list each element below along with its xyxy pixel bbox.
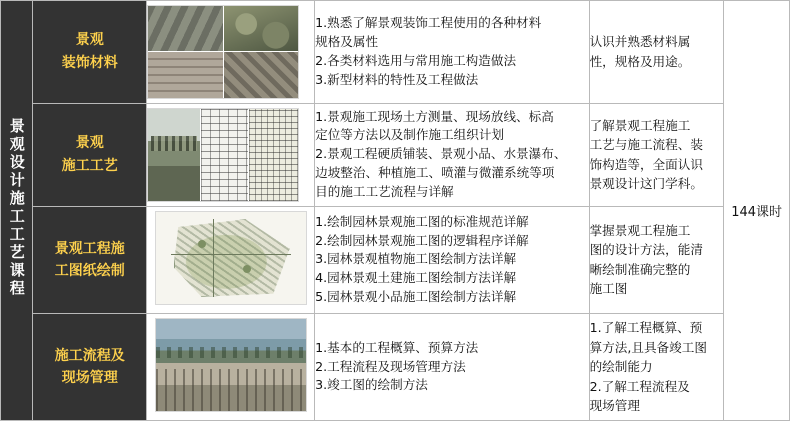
goal-line: 了解景观工程施工 [589,117,691,133]
goal-line: 算方法,且具备竣工图 [589,339,707,355]
plan-node [198,240,206,248]
goal-line: 饰构造等，全面认识 [589,156,703,172]
course-vertical-title [1,1,33,421]
goal-line: 掌握景观工程施工 [589,222,691,238]
landscape-materials-photos-image [147,5,299,99]
content-line: 1.基本的工程概算、预算方法 [315,339,479,355]
table-row [1,103,790,206]
image-cell-materials [147,1,315,104]
content-line: 2.各类材料选用与常用施工构造做法 [315,52,517,68]
goal-line: 晰绘制准确完整的 [589,261,691,277]
material-photo-c [148,52,223,98]
total-hours-cell [724,1,790,421]
image-cell-plan [147,206,315,313]
goal-line: 图的设计方法，能清 [589,242,703,258]
goal-line: 的绘制能力 [589,359,653,375]
module-label-line: 景观 [75,135,104,152]
goal-cell-construction [589,103,724,206]
content-line: 2.工程流程及现场管理方法 [315,358,466,374]
content-line: 2.绘制园林景观施工图的逻辑程序详解 [315,232,529,248]
content-cell-construction [315,103,589,206]
construction-photo [148,109,200,201]
content-line: 3.新型材料的特性及工程做法 [315,71,479,87]
image-cell-waterfront [147,313,315,420]
content-line: 1.景观施工现场土方测量、现场放线、标高 [315,108,554,124]
content-cell-materials [315,1,589,104]
content-line: 目的施工工艺流程与详解 [315,184,454,200]
module-landscape-materials [33,1,147,104]
waterfront-site-photo-image [155,318,307,412]
site-plan-drawing-image [155,211,307,305]
material-photo-b [224,6,299,52]
content-cell-management [315,313,589,420]
table-row [1,313,790,420]
table-row [1,206,790,313]
content-line: 定位等方法以及制作施工组织计划 [315,127,505,143]
goal-line: 2.了解工程流程及 [589,378,690,394]
construction-drawing-a [201,109,248,201]
module-drawing-production [33,206,147,313]
plan-node [243,265,251,273]
content-line: 边坡整治、种植施工、喷灌与微灌系统等项 [315,165,555,181]
content-line: 5.园林景观小品施工图绘制方法详解 [315,289,517,305]
module-label-line: 装饰材料 [61,54,118,71]
content-line: 1.绘制园林景观施工图的标准规范详解 [315,213,529,229]
goal-line: 景观设计这门学科。 [589,176,703,192]
content-line: 规格及属性 [315,33,379,49]
module-label-line: 施工流程及 [54,347,125,364]
goal-line: 工艺与施工流程、装 [589,137,703,153]
material-photo-d [224,52,299,98]
image-cell-construction [147,103,315,206]
module-label-line: 景观 [75,32,104,49]
goal-cell-management [589,313,724,420]
goal-cell-materials [589,1,724,104]
goal-line: 现场管理 [589,398,640,414]
module-label-line: 景观工程施 [54,240,125,257]
material-photo-a [148,6,223,52]
construction-process-drawings-image [147,108,299,202]
goal-line: 施工图 [589,281,628,297]
content-line: 4.园林景观土建施工图绘制方法详解 [315,270,517,286]
content-line: 1.熟悉了解景观装饰工程使用的各种材料 [315,15,542,31]
course-vertical-title-text: 景观设计施工工艺课程 [7,117,26,298]
total-hours-text: 144课时 [731,205,783,220]
content-cell-plan [315,206,589,313]
goal-line: 1.了解工程概算、预 [589,320,703,336]
goal-cell-plan [589,206,724,313]
plan-axis-vertical [213,219,214,296]
content-line: 3.竣工图的绘制方法 [315,377,428,393]
module-label-line: 现场管理 [61,369,118,386]
table-row [1,1,790,104]
goal-line: 认识并熟悉材料属 [589,34,691,50]
plan-axis-horizontal [171,254,291,255]
module-process-management [33,313,147,420]
module-label-line: 工图纸绘制 [54,262,125,279]
module-construction-technique [33,103,147,206]
content-line: 2.景观工程硬质铺装、景观小品、水景瀑布、 [315,146,567,162]
content-line: 3.园林景观植物施工图绘制方法详解 [315,251,517,267]
goal-line: 性，规格及用途。 [589,53,691,69]
module-label-line: 施工工艺 [61,157,118,174]
construction-drawing-b [249,109,298,201]
plan-outline [174,219,290,296]
